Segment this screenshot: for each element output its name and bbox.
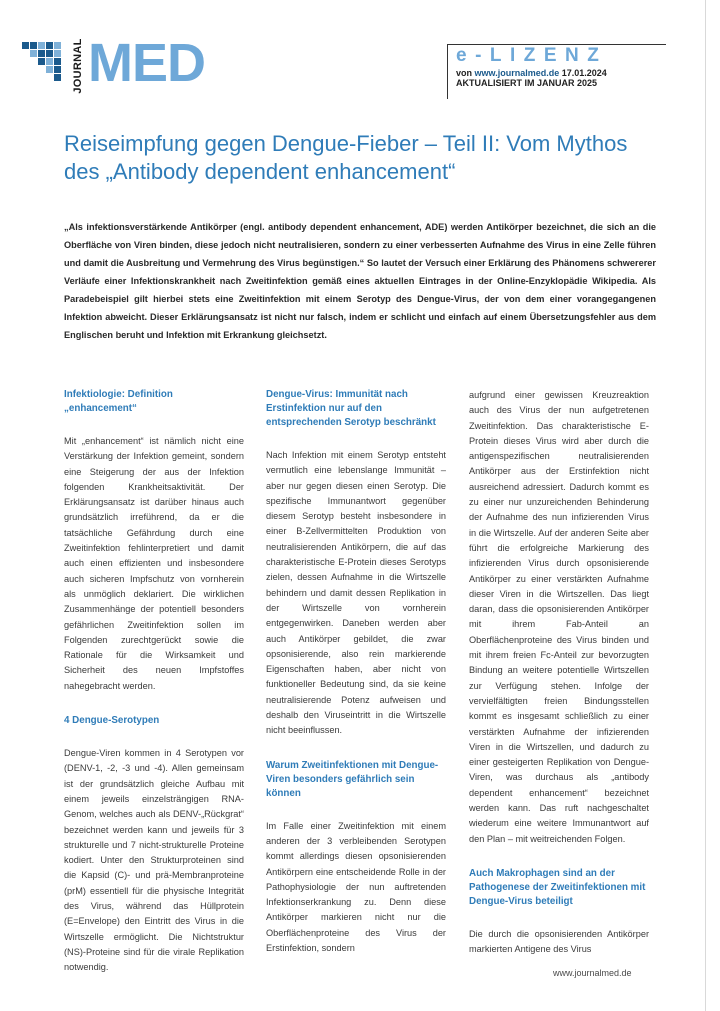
section-heading-immunity: Dengue-Virus: Immunität nach Erstinfektion nur auf den entsprechenden Serotyp beschränkt <box>266 389 436 428</box>
article-lead: „Als infektionsverstärkende Antikörper (engl. antibody dependent enhancement, ADE) werden Antikörper bezeichnet, die sich an die Oberfläche von Viren binden, diese jedoch nicht neutralisieren, sondern zu einer verbesserten Aufnahme des Virus in eine Zelle führen und damit die Ausbreitung und Vermehrung des Virus begünstigen.“ So lautet der Versuch einer Erklärung des Phänomens schwererer Verläufe einer Infektionskrankheit nach Zweitinfektion gemäß eines aktuellen Eintrages in der Online-Enzyklopädie Wikipedia. Als Paradebeispiel gilt hierbei stets eine Zweitinfektion mit einem Serotyp des Dengue-Virus, der von dem einer vorangegangenen Infektion abweicht. Dieser Erklärungsansatz ist nicht nur falsch, indem er schlicht und einfach auf einem Übersetzungsfehler aus dem Englischen beruht und Infektion mit Erkrankung gleichsetzt. <box>64 222 656 340</box>
paragraph-cross-reaction: aufgrund einer gewissen Kreuzreaktion auch des Virus der nun aufgetretenen Zweitinfektion. Das charakteristische E-Protein dieses Virus wird aber durch die antigenspezifischen neutralisierenden Antikörper aus der Erstinfektion nicht ausreichend adressiert. Dadurch kommt es zu einer nur unzureichenden Behinderung der Aufnahme des nun infizierenden Virus in die Wirtszelle. Auf der anderen Seite aber führt die erfolgreiche Markierung des infizierenden Virus durch opsonisierende Antikörper zu einer verstärkten Aufnahme dieser Viren in die Wirtszellen. Das liegt daran, dass die opsonisierenden Antikörper mit ihrem Fab-Anteil an Oberflächenproteine des Virus binden und mit ihrem freien Fc-Anteil zur bevorzugten Bindung an weitere potentielle Wirtszellen zur Verfügung stehen. Infolge der vervielfältigten freien Bindungsstellen kommt es insgesamt schließlich zu einer verstärkten Aufnahme der infizierenden Viren in die Wirtszellen, und dadurch zu einer gesteigerten Replikation von Dengue-Viren, was durchaus als „antibody dependent enhancement“ bezeichnet werden kann. Das ruft nachgeschaltet wiederum eine weitere Immunantwort auf den Plan – mit weitreichenden Folgen. <box>469 390 649 844</box>
section-heading-macrophages: Auch Makrophagen sind an der Pathogenese der Zweitinfektionen mit Dengue-Virus beteiligt <box>469 867 646 907</box>
elizenz-box <box>447 44 666 99</box>
article-title: Reiseimpfung gegen Dengue-Fieber – Teil II: Vom Mythos des „Antibody dependent enhancement“ <box>64 131 628 184</box>
footer-url-link[interactable]: www.journalmed.de <box>553 968 632 978</box>
column-2 <box>266 388 446 956</box>
updated-note: AKTUALISIERT IM JANUAR 2025 <box>456 78 598 88</box>
journalmed-logo[interactable] <box>22 33 252 104</box>
paragraph-serotypes: Dengue-Viren kommen in 4 Serotypen vor (DENV-1, -2, -3 und -4). Allen gemeinsam ist der grundsätzlich gleiche Aufbau mit einem jeweils einzelsträngigen RNA-Genom, welches auch als DENV-„Rückgrat“ bezeichnet werden kann und jeweils für 3 strukturelle und 7 nicht-strukturelle Proteine kodiert. Unter den Strukturproteinen sind die Kapsid (C)- und prä-Membranproteine (prM) essentiell für die physische Integrität des Virus, während das Hüllprotein (E=Envelope) den Eintritt des Virus in die Wirtszelle ermöglicht. Die Nichtstruktur (NS)-Proteine sind für die virale Replikation notwendig. <box>64 748 244 973</box>
section-heading-serotypes: 4 Dengue-Serotypen <box>64 715 160 727</box>
paragraph-second-infection: Im Falle einer Zweitinfektion mit einem anderen der 3 verbleibenden Serotypen kommt allerdings diesen opsonisierenden Antikörpern eine entscheidende Rolle in der Pathophysiologie der nun auftretenden Infektionserkrankung zu. Denn diese Antikörper markieren nicht nur die Oberflächenproteine des Virus der Erstinfektion, sondern <box>266 820 446 954</box>
elizenz-source-line <box>456 68 666 78</box>
paragraph-immunity: Nach Infektion mit einem Serotyp entsteht vermutlich eine lebenslange Immunität – aber nur gegen diesen einen Serotyp. Die spezifische Immunantwort gegenüber diesem Serotyp besteht insbesondere in einer B-Zellvermittelten Produktion von neutralisierenden Antikörpern, die auf das charakteristische E-Protein dieses Serotyps zielen, dessen Aufnahme in die Wirtszelle behindern und damit dessen Replikation in der Wirtszelle von vornherein entgegenwirken. Daneben werden aber auch Antikörper gebildet, die zwar opsonisierende, also rein markierende Eigenschaften haben, aber nicht von funktioneller Bedeutung sind, da sie keine neutralisierende Potenz aufweisen und deshalb den Viruseintritt in die Wirtszelle nicht beeinflussen. <box>266 450 446 736</box>
logo-journal-vertical: JOURNAL <box>72 38 84 94</box>
publish-date: 17.01.2024 <box>561 68 607 78</box>
page-right-border <box>705 0 720 1011</box>
logo-med-text: MED <box>88 33 205 93</box>
column-1 <box>64 388 244 976</box>
elizenz-title: e-LIZENZ <box>456 45 608 66</box>
from-label: von <box>456 68 473 78</box>
paragraph-macrophages: Die durch die opsonisierenden Antikörper markierten Antigene des Virus <box>469 928 649 955</box>
column-3 <box>469 388 649 958</box>
section-heading-second-infection: Warum Zweitinfektionen mit Dengue-Viren besonders gefährlich sein können <box>266 759 439 799</box>
logo-squares-graphic <box>22 42 72 86</box>
section-heading-definition: Infektiologie: Definition „enhancement“ <box>64 389 173 414</box>
source-url-link[interactable]: www.journalmed.de <box>474 68 560 78</box>
paragraph-definition: Mit „enhancement“ ist nämlich nicht eine Verstärkung der Infektion gemeint, sondern eine Steigerung der aus der Infektion folgenden Krankheitsaktivität. Der Erklärungsansatz ist darüber hinaus auch grundsätzlich irreführend, da er die tatsächliche Gefährdung durch eine Zweitinfektion fehlinterpretiert und damit auch einen effizienten und insbesondere auch sicheren Impfschutz von vornherein als unmöglich deklariert. Die wirklichen Zusammenhänge der potentiell besonders gefährlichen Zweitinfektion sollen im Folgenden zurechtgerückt sowie die Rationale für die Wirksamkeit und Sicherheit des neuen Impfstoffes nahegebracht werden. <box>64 436 244 691</box>
